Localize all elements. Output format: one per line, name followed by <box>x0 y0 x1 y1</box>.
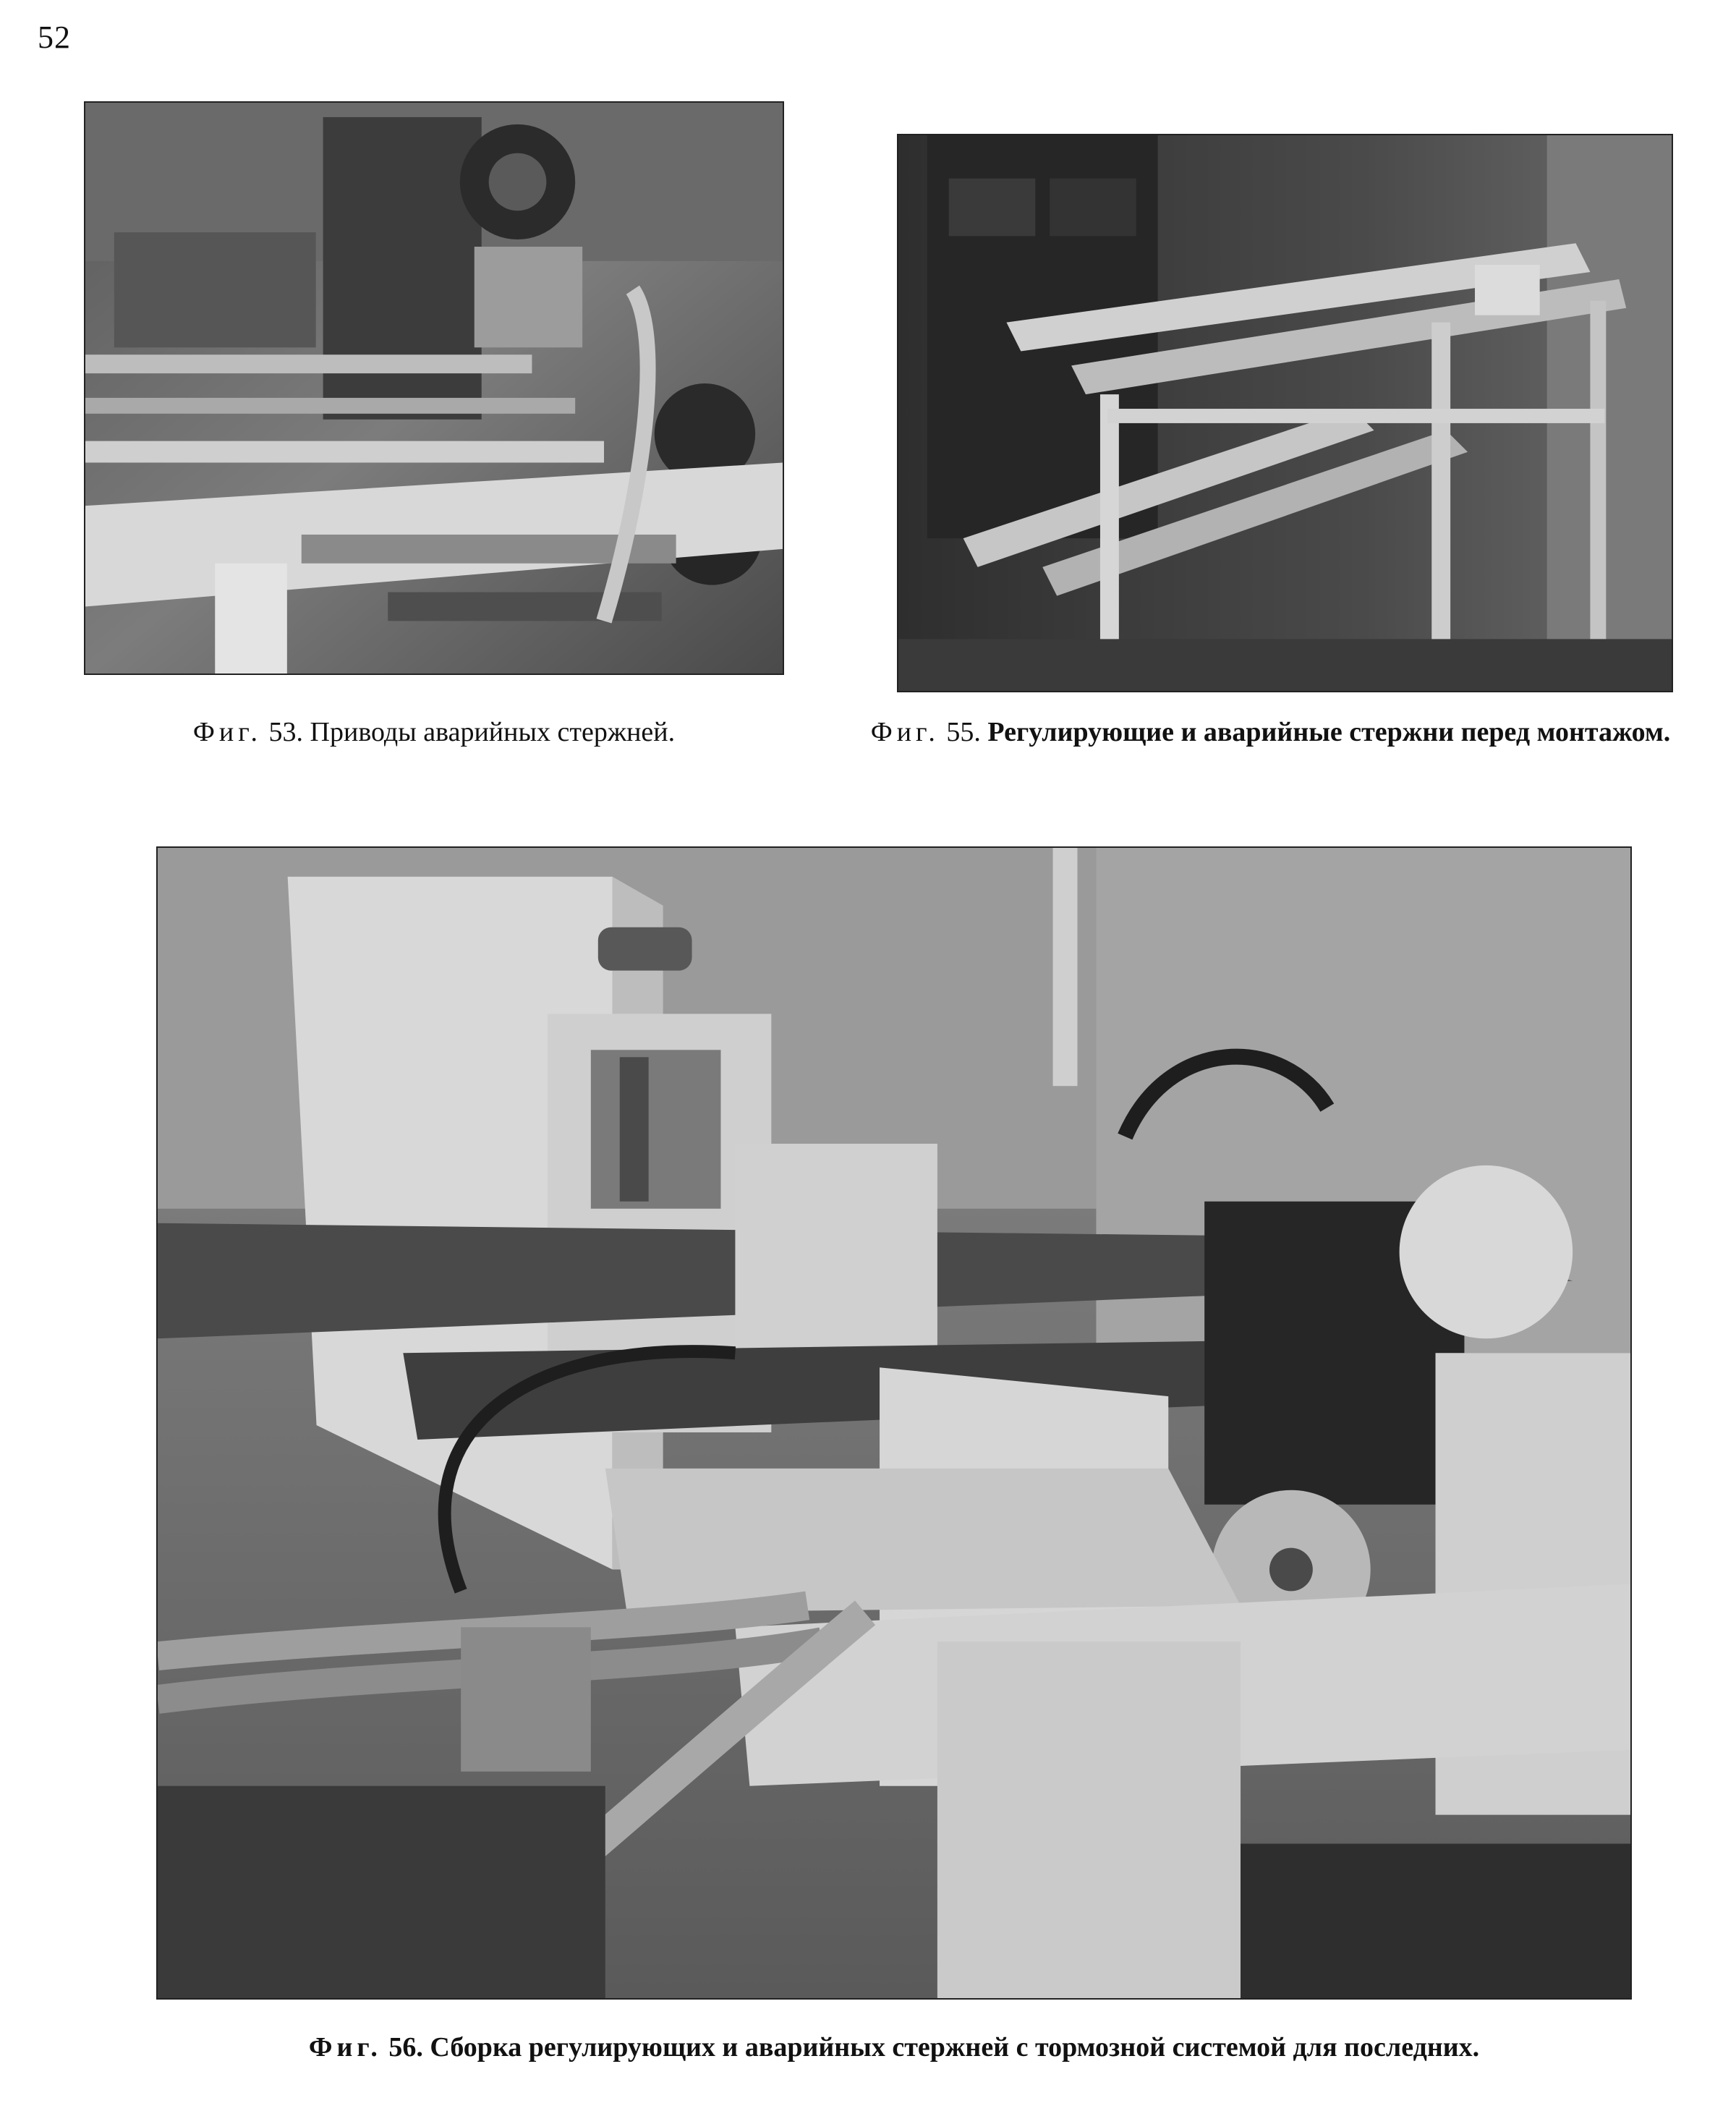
figure-55-image <box>898 135 1672 691</box>
figure-53-number: 53. <box>268 717 304 747</box>
figure-56-caption <box>156 2031 1632 2063</box>
figure-56-number: 56. <box>388 2032 423 2063</box>
figure-56-photo <box>156 846 1632 2000</box>
figure-55-photo <box>897 134 1673 692</box>
figure-55-caption <box>868 716 1673 748</box>
figure-56-image <box>158 848 1630 1998</box>
figure-53-caption <box>84 716 784 748</box>
figure-56-label: Фиг. <box>308 2032 382 2063</box>
figure-56-text: Сборка регулирующих и аварийных стержней с тормозной системой для последних. <box>430 2032 1480 2063</box>
figure-53-label: Фиг. <box>192 717 263 747</box>
figure-53-text: Приводы аварийных стержней. <box>310 717 676 747</box>
figure-55-label: Фиг. <box>870 717 940 747</box>
figure-53-photo <box>84 101 784 675</box>
figure-55-number: 55. <box>946 717 981 747</box>
figure-53-image <box>85 103 783 674</box>
page-number: 52 <box>38 20 71 55</box>
figure-55-text: Регулирующие и аварийные стержни перед монтажом. <box>987 717 1671 747</box>
